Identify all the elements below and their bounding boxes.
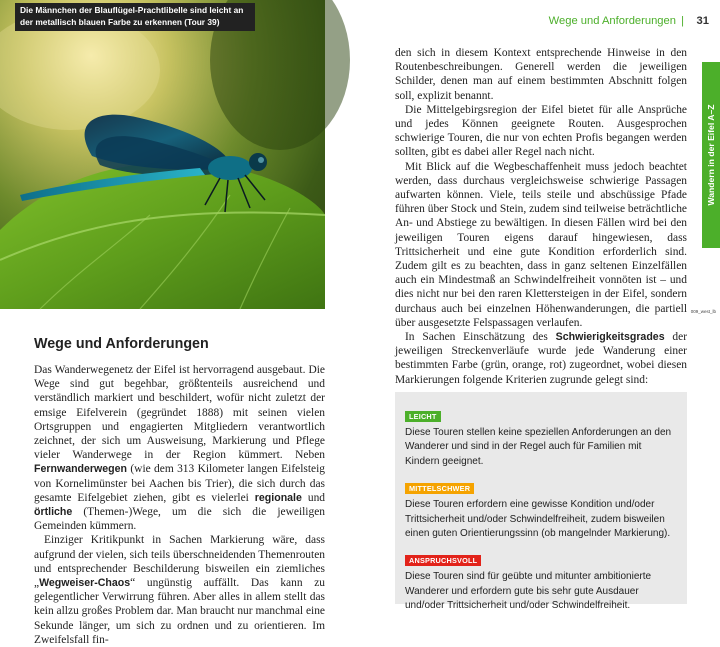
paragraph-continuation: den sich in diesem Kontext entsprechende Hinweise in den Routenbeschreibungen. Generell werden die jeweiligen Schilder, denen man auf einem bestimmten Abschnitt folgen soll, explizit benannt. [395,47,687,102]
dragonfly-photo [0,0,325,309]
term-regionale: regionale [254,491,302,504]
left-column [34,363,325,647]
term-schwierigkeitsgrades: Schwierigkeitsgrades [555,331,665,344]
chapter-side-tab-label: Wandern in der Eifel A–Z [706,104,716,206]
paragraph-difficulty: In Sachen Einschätzung des Schwierigkeitsgrades der jeweiligen Streckenverläufe wurde jede Wanderung einer bestimmten Farbe (grün, orange, rot) zugeordnet, wobei diesen Markierungen folgende Kriterien zugrunde gelegt sind: [395,331,688,386]
right-column [395,46,687,387]
paragraph-path-conditions: Mit Blick auf die Wegbeschaffenheit muss jedoch beachtet werden, dass durchaus vergleichsweise schwierige Passagen aufwarten können. Viele, teils steile und abschüssige Pfade führen über Stock und Stein, zudem sind teilweise beträchtliche An- und Abstiege zu bewältigen. In diesen Fällen wird bei den jeweiligen Touren eigens darauf hingewiesen, dass Trittsicherheit und eine gute Kondition erforderlich sind. Zudem gilt es zu beachten, dass in ganz seltenen Einzelfällen auch ein Mindestmaß an Schwindelfreiheit vonnöten ist – und dies nicht nur bei den raren Klettersteigen in der Eifel, sondern durchaus auch bei einzelnen Höhenwanderungen, die partiell über ausgesetzte Felspassagen verlaufen. [395,160,687,329]
level-medium-text: Diese Touren erfordern eine gewisse Kondition und/oder Trittsicherheit und/oder Schwindelfreiheit, zudem bisweilen einen guten Orientierungssinn (ob mangelnder Markierung). [405,499,671,540]
photo-caption: Die Männchen der Blauflügel-Prachtlibelle sind leicht an der metallisch blauen Farbe zu erkennen (Tour 39) [15,3,255,31]
level-easy [405,406,677,469]
running-head [549,15,684,27]
running-head-title: Wege und Anforderungen [548,15,676,27]
term-oertliche: örtliche [34,506,73,519]
badge-easy: LEICHT [405,411,441,422]
term-fernwanderwege: Fernwanderwegen [34,463,128,476]
paragraph-network: Das Wanderwegenetz der Eifel ist hervorragend ausgebaut. Die Wege sind gut begehbar, größtenteils ausreichend und verständlich markiert und beschildert, wofür nicht zuletzt der emsige Eifelverein (gegründet 1888) mit seinen vielen Ortsgruppen und engagierten Mitgliedern verantwortlich zeichnet, der sich um Ausweisung, Markierung und Pflege vieler Wanderwege in der Region kümmert. Neben Fernwanderwegen (wie dem 313 Kilometer langen Eifelsteig von Kornelimünster bei Aachen bis Trier), die sich durch das gesamte Eifelgebiet ziehen, gibt es vielerlei regionale und örtliche (Themen-)Wege, um die sich die jeweiligen Gemeinden kümmern. [34,364,326,533]
section-title: Wege und Anforderungen [34,336,209,352]
level-easy-text: Diese Touren stellen keine speziellen Anforderungen an den Wanderer und sind in der Regel auch für Familien mit Kindern geeignet. [405,427,672,467]
level-hard-text: Diese Touren sind für geübte und mitunter ambitionierte Wanderer und erfordern gute bis sehr gute Ausdauer und/oder Trittsicherheit und/oder Schwindelfreiheit. [405,571,652,612]
chapter-side-tab [702,62,720,248]
dragonfly-illustration [0,0,325,309]
paragraph-criticism: Einziger Kritikpunkt in Sachen Markierung wäre, dass aufgrund der vielen, sich teils überschneidenden Themenrouten und entsprechender Beschilderung bisweilen ein ziemliches „Wegweiser-Chaos“ ungünstig auffällt. Das kann zu gelegentlicher Verwirrung führen. Aber alles in allem stellt das kein allzu großes Problem dar. Man braucht nur manchmal eine Sekunde länger, um sich zu ordnen und zu orientieren. Im Zweifelsfall fin- [34,534,325,646]
running-head-separator: | [681,15,684,27]
photo-code: 009_west_lb [690,309,716,314]
page-number: 31 [696,15,709,27]
term-wegweiser-chaos: Wegweiser-Chaos [39,577,131,590]
badge-medium: MITTELSCHWER [405,483,474,494]
level-medium [405,478,677,541]
paragraph-region: Die Mittelgebirgsregion der Eifel bietet für alle Ansprüche und jedes Können geeignete Routen. Ausgesprochen schwierige Touren, die nur von echten Profis begangen werden sollten, gibt es dabei aller Regel nach nicht. [395,103,687,159]
level-hard [405,550,677,613]
difficulty-criteria-box [395,392,687,612]
badge-hard: ANSPRUCHSVOLL [405,555,481,566]
